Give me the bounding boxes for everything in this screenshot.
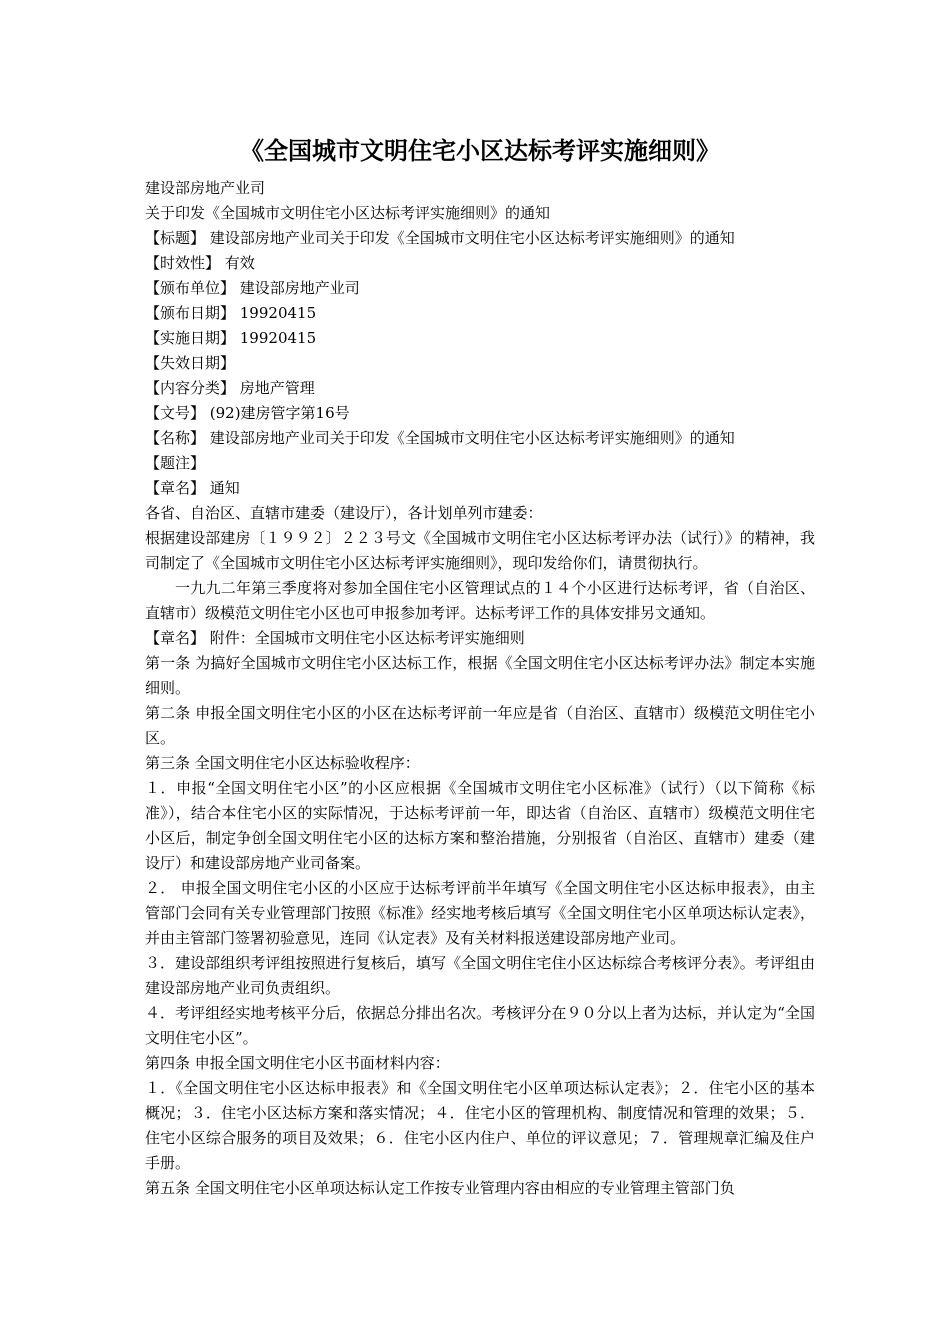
article-3: 第三条 全国文明住宅小区达标验收程序： (145, 754, 420, 772)
article-3-item-4: ４．考评组经实地考核平分后，依据总分排出名次。考核评分在９０分以上者为达标，并认定为“全国文明住宅小区”。 (145, 1004, 815, 1047)
meta-issue-date: 【颁布日期】 19920415 (145, 304, 317, 322)
article-4-items: １．《全国文明住宅小区达标申报表》和《全国文明住宅小区单项达标认定表》；２．住宅小区的基本概况；３．住宅小区达标方案和落实情况；４．住宅小区的管理机构、制度情况和管理的效果；５．住宅小区综合服务的项目及效果；６．住宅小区内住户、单位的评议意见；７．管理规章汇编及住户手册。 (145, 1079, 815, 1172)
meta-note: 【题注】 (145, 454, 206, 472)
meta-issuer: 【颁布单位】 建设部房地产业司 (145, 279, 360, 297)
meta-name: 【名称】 建设部房地产业司关于印发《全国城市文明住宅小区达标考评实施细则》的通知 (145, 429, 735, 447)
meta-title: 【标题】 建设部房地产业司关于印发《全国城市文明住宅小区达标考评实施细则》的通知 (145, 229, 735, 247)
meta-doc-number: 【文号】 (92)建房管字第16号 (145, 404, 350, 422)
article-3-item-1: １．申报“全国文明住宅小区”的小区应根据《全国城市文明住宅小区标准》（试行）（以下简称《标准》），结合本住宅小区的实际情况，于达标考评前一年，即达省（自治区、直辖市）级模范文明住宅小区后，制定争创全国文明住宅小区的达标方案和整治措施，分别报省（自治区、直辖市）建委（建设厅）和建设部房地产业司备案。 (145, 779, 815, 872)
body-paragraph-2: 一九九二年第三季度将对参加全国住宅小区管理试点的１４个小区进行达标考评，省（自治区、直辖市）级模范文明住宅小区也可申报参加考评。达标考评工作的具体安排另文通知。 (145, 579, 815, 622)
meta-category: 【内容分类】 房地产管理 (145, 379, 315, 397)
article-2: 第二条 申报全国文明住宅小区的小区在达标考评前一年应是省（自治区、直辖市）级模范文明住宅小区。 (145, 704, 815, 747)
article-5: 第五条 全国文明住宅小区单项达标认定工作按专业管理内容由相应的专业管理主管部门负 (145, 1179, 735, 1197)
document-page (145, 128, 815, 1201)
chapter-attachment: 【章名】 附件：全国城市文明住宅小区达标考评实施细则 (145, 629, 525, 647)
document-title: 《全国城市文明住宅小区达标考评实施细则》 (240, 136, 720, 165)
article-4: 第四条 申报全国文明住宅小区书面材料内容： (145, 1054, 450, 1072)
meta-validity: 【时效性】 有效 (145, 254, 255, 272)
meta-effective-date: 【实施日期】 19920415 (145, 329, 317, 347)
article-1: 第一条 为搞好全国城市文明住宅小区达标工作，根据《全国文明住宅小区达标考评办法》制定本实施细则。 (145, 654, 815, 697)
meta-expiry-date: 【失效日期】 (145, 354, 236, 372)
body-paragraph-1: 根据建设部建房〔１９９２〕２２３号文《全国城市文明住宅小区达标考评办法（试行）》的精神，我司制定了《全国城市文明住宅小区达标考评实施细则》，现印发给你们，请贯彻执行。 (145, 529, 815, 572)
meta-chapter: 【章名】 通知 (145, 479, 240, 497)
article-3-item-2: ２． 申报全国文明住宅小区的小区应于达标考评前半年填写《全国文明住宅小区达标申报表》，由主管部门会同有关专业管理部门按照《标准》经实地考核后填写《全国文明住宅小区单项达标认定表》，并由主管部门签署初验意见，连同《认定表》及有关材料报送建设部房地产业司。 (145, 879, 815, 947)
article-3-item-3: ３．建设部组织考评组按照进行复核后，填写《全国文明住宅住小区达标综合考核评分表》。考评组由建设部房地产业司负责组织。 (145, 954, 815, 997)
notice-title: 关于印发《全国城市文明住宅小区达标考评实施细则》的通知 (145, 204, 551, 222)
issuer-line: 建设部房地产业司 (145, 179, 266, 197)
salutation: 各省、自治区、直辖市建委（建设厅），各计划单列市建委： (145, 504, 543, 522)
